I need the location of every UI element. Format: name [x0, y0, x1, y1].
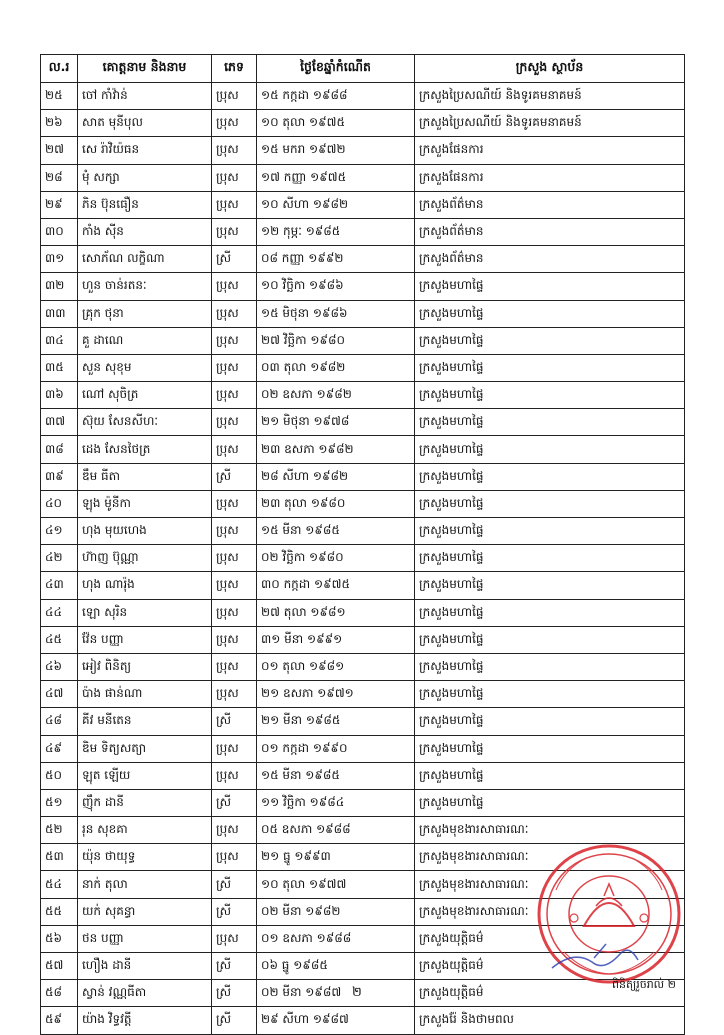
cell-dob: ១១ វិច្ឆិកា ១៩៨៤: [257, 789, 415, 816]
cell-no: ៤២: [41, 545, 78, 572]
cell-name: ហុង ណារ៉ុង: [78, 572, 212, 599]
table-row: [41, 273, 685, 300]
cell-ministry: ក្រសួងមហាផ្ទៃ: [415, 681, 685, 708]
table-row: [41, 572, 685, 599]
cell-name: ចៅ កាំវ៉ាន់: [78, 83, 212, 110]
cell-sex: ប្រុស: [212, 218, 257, 245]
cell-dob: ០២ វិច្ឆិកា ១៩៨០: [257, 545, 415, 572]
cell-ministry: ក្រសួងព័ត៌មាន: [415, 218, 685, 245]
cell-ministry: ក្រសួងផែនការ: [415, 164, 685, 191]
cell-name: សួន សុខុម: [78, 354, 212, 381]
cell-ministry: ក្រសួងមហាផ្ទៃ: [415, 490, 685, 517]
cell-name: ហឿង ដានី: [78, 953, 212, 980]
cell-ministry: ក្រសួងមហាផ្ទៃ: [415, 354, 685, 381]
cell-no: ៥៥: [41, 898, 78, 925]
cell-no: ៤៥: [41, 626, 78, 653]
cell-name: គីវ មនីតេន: [78, 708, 212, 735]
cell-name: ថន បញ្ញា: [78, 925, 212, 952]
cell-dob: ២៧ តុលា ១៩៨១: [257, 599, 415, 626]
cell-sex: ប្រុស: [212, 273, 257, 300]
cell-name: ឡុត ឡើយ: [78, 762, 212, 789]
cell-sex: ប្រុស: [212, 844, 257, 871]
cell-no: ៤៨: [41, 708, 78, 735]
cell-dob: ១២ កុម្ភៈ ១៩៨៥: [257, 218, 415, 245]
cell-no: ៤១: [41, 518, 78, 545]
table-row: [41, 490, 685, 517]
cell-sex: ប្រុស: [212, 490, 257, 517]
cell-dob: ១៥ មីនា ១៩៨៥: [257, 762, 415, 789]
cell-no: ៣៩: [41, 463, 78, 490]
cell-ministry: ក្រសួងប្រៃសណីយ៍ និងទូរគមនាគមន៍: [415, 110, 685, 137]
cell-no: ៥១: [41, 789, 78, 816]
cell-name: ស្វាន់ វណ្ណធីតា: [78, 980, 212, 1007]
cell-ministry: ក្រសួងមហាផ្ទៃ: [415, 545, 685, 572]
table-row: [41, 137, 685, 164]
cell-sex: ប្រុស: [212, 83, 257, 110]
cell-dob: ២១ មីនា ១៩៨៥: [257, 708, 415, 735]
cell-no: ២៥: [41, 83, 78, 110]
cell-sex: ប្រុស: [212, 599, 257, 626]
cell-no: ៥៨: [41, 980, 78, 1007]
cell-no: ៥៩: [41, 1007, 78, 1034]
cell-ministry: ក្រសួងមហាផ្ទៃ: [415, 626, 685, 653]
cell-name: ហុង មុយហេង: [78, 518, 212, 545]
cell-name: ឡុង ម៉ូនីកា: [78, 490, 212, 517]
cell-dob: ១៥ មិថុនា ១៩៨៦: [257, 300, 415, 327]
cell-ministry: ក្រសួងមហាផ្ទៃ: [415, 382, 685, 409]
cell-dob: ១៧ កញ្ញា ១៩៧៥: [257, 164, 415, 191]
cell-ministry: ក្រសួងផែនការ: [415, 137, 685, 164]
cell-no: ៣៣: [41, 300, 78, 327]
cell-dob: ១០ វិច្ឆិកា ១៩៨៦: [257, 273, 415, 300]
cell-ministry: ក្រសួងមហាផ្ទៃ: [415, 518, 685, 545]
cell-name: ញ៉ឹក ដានី: [78, 789, 212, 816]
cell-sex: ប្រុស: [212, 382, 257, 409]
cell-dob: ១០ តុលា ១៩៧៥: [257, 110, 415, 137]
cell-sex: ប្រុស: [212, 626, 257, 653]
cell-sex: ស្រី: [212, 953, 257, 980]
table-row: [41, 545, 685, 572]
cell-name: ហ៊ាញ ប៊ុណ្ណា: [78, 545, 212, 572]
table-row: [41, 110, 685, 137]
cell-name: វ៉ែន បញ្ញា: [78, 626, 212, 653]
cell-dob: ២១ មិថុនា ១៩៧៨: [257, 409, 415, 436]
cell-name: សោភ័ណ លក្ខិណា: [78, 246, 212, 273]
cell-no: ៣២: [41, 273, 78, 300]
cell-ministry: ក្រសួងមហាផ្ទៃ: [415, 789, 685, 816]
cell-dob: ២១ ធ្នូ ១៩៩៣: [257, 844, 415, 871]
cell-ministry: ក្រសួងមហាផ្ទៃ: [415, 708, 685, 735]
cell-ministry: ក្រសួងមហាផ្ទៃ: [415, 599, 685, 626]
cell-no: ៣៤: [41, 327, 78, 354]
cell-sex: ប្រុស: [212, 572, 257, 599]
cell-sex: ប្រុស: [212, 354, 257, 381]
cell-no: ៤៦: [41, 653, 78, 680]
cell-ministry: ក្រសួងមហាផ្ទៃ: [415, 653, 685, 680]
cell-ministry: ក្រសួងមហាផ្ទៃ: [415, 436, 685, 463]
table-row: [41, 409, 685, 436]
cell-name: យ៉ុន ថាយុទ្ធ: [78, 844, 212, 871]
cell-ministry: ក្រសួងមហាផ្ទៃ: [415, 409, 685, 436]
header-name: គោត្តនាម និងនាម: [78, 55, 212, 83]
official-seal-stamp: [534, 840, 684, 988]
initial-note: ពិនិត្យរួចរាល់ ២: [612, 978, 676, 991]
cell-dob: ០៥ ឧសភា ១៩៨៨: [257, 817, 415, 844]
cell-dob: ០៣ តុលា ១៩៨២: [257, 354, 415, 381]
cell-ministry: ក្រសួងមហាផ្ទៃ: [415, 273, 685, 300]
cell-dob: ០៨ កញ្ញា ១៩៩២: [257, 246, 415, 273]
cell-name: ឌឹម ធីតា: [78, 463, 212, 490]
cell-no: ៤៤: [41, 599, 78, 626]
cell-dob: ០១ ឧសភា ១៩៨៨: [257, 925, 415, 952]
cell-name: ស៊ុយ សែនសីហៈ: [78, 409, 212, 436]
table-row: [41, 626, 685, 653]
table-row: [41, 762, 685, 789]
cell-dob: ២១ ឧសភា ១៩៧១: [257, 681, 415, 708]
cell-no: ៥៤: [41, 871, 78, 898]
cell-dob: ០២ មីនា ១៩៨២: [257, 898, 415, 925]
table-row: [41, 246, 685, 273]
table-row: [41, 354, 685, 381]
cell-dob: ២៣ តុលា ១៩៨០: [257, 490, 415, 517]
cell-no: ៣៥: [41, 354, 78, 381]
cell-ministry: ក្រសួងយុត្តិធម៌: [415, 925, 685, 952]
cell-name: ប៉ាង ផាន់ណា: [78, 681, 212, 708]
cell-sex: ស្រី: [212, 980, 257, 1007]
table-row: [41, 735, 685, 762]
cell-dob: ១៥ កក្កដា ១៩៨៨: [257, 83, 415, 110]
cell-name: សេ រ៉ាវិយ៉ធន: [78, 137, 212, 164]
cell-name: យក់ សុគន្ធា: [78, 898, 212, 925]
cell-name: ឡោ សុរិន: [78, 599, 212, 626]
cell-sex: ប្រុស: [212, 817, 257, 844]
header-no: ល.រ: [41, 55, 78, 83]
cell-no: ៥០: [41, 762, 78, 789]
header-dob: ថ្ងៃខែឆ្នាំកំណើត: [257, 55, 415, 83]
cell-no: ៣៨: [41, 436, 78, 463]
header-ministry: ក្រសួង ស្ថាប័ន: [415, 55, 685, 83]
cell-name: ហួន ចាន់រតនៈ: [78, 273, 212, 300]
cell-name: ភិន ប៊ុនធឿន: [78, 191, 212, 218]
cell-sex: ប្រុស: [212, 681, 257, 708]
cell-sex: ស្រី: [212, 708, 257, 735]
cell-no: ២៧: [41, 137, 78, 164]
cell-sex: ស្រី: [212, 898, 257, 925]
table-row: [41, 463, 685, 490]
table-row: [41, 436, 685, 463]
cell-name: អៀវ ពិនិត្យ: [78, 653, 212, 680]
cell-name: ណៅ សុចិត្រ: [78, 382, 212, 409]
cell-no: ៤៧: [41, 681, 78, 708]
cell-dob: ០៦ ធ្នូ ១៩៨៥: [257, 953, 415, 980]
cell-name: ឌិម ទិត្យសត្យា: [78, 735, 212, 762]
cell-name: រុន សុខគា: [78, 817, 212, 844]
cell-sex: ប្រុស: [212, 436, 257, 463]
cell-dob: ១០ សីហា ១៩៨២: [257, 191, 415, 218]
header-sex: ភេទ: [212, 55, 257, 83]
cell-ministry: ក្រសួងព័ត៌មាន: [415, 191, 685, 218]
cell-ministry: ក្រសួងមហាផ្ទៃ: [415, 572, 685, 599]
cell-sex: ស្រី: [212, 1007, 257, 1034]
cell-sex: ប្រុស: [212, 191, 257, 218]
cell-dob: ៣១ មីនា ១៩៩១: [257, 626, 415, 653]
cell-ministry: ក្រសួងប្រៃសណីយ៍ និងទូរគមនាគមន៍: [415, 83, 685, 110]
cell-sex: ប្រុស: [212, 110, 257, 137]
cell-sex: ប្រុស: [212, 518, 257, 545]
cell-no: ៤៣: [41, 572, 78, 599]
cell-ministry: ក្រសួងយុត្តិធម៌: [415, 980, 685, 1007]
cell-dob: ១០ តុលា ១៩៧៧: [257, 871, 415, 898]
cell-dob: ១៥ មីនា ១៩៨៥: [257, 518, 415, 545]
cell-dob: ០២ ឧសភា ១៩៨២: [257, 382, 415, 409]
cell-ministry: ក្រសួងមុខងារសាធារណៈ: [415, 844, 685, 871]
table-row: [41, 653, 685, 680]
cell-name: មុំ សក្សា: [78, 164, 212, 191]
cell-no: ៣៦: [41, 382, 78, 409]
table-row: [41, 1007, 685, 1034]
cell-name: គួ ដាណេ: [78, 327, 212, 354]
cell-dob: ២៣ ឧសភា ១៩៨២: [257, 436, 415, 463]
cell-ministry: ក្រសួងមុខងារសាធារណៈ: [415, 871, 685, 898]
cell-ministry: ក្រសួងមហាផ្ទៃ: [415, 735, 685, 762]
cell-ministry: ក្រសួងយុត្តិធម៌: [415, 953, 685, 980]
cell-name: នាក់ តុលា: [78, 871, 212, 898]
cell-dob: ០២ មីនា ១៩៨៧: [257, 980, 415, 1007]
cell-sex: ប្រុស: [212, 300, 257, 327]
cell-dob: ៣០ កក្កដា ១៩៧៥: [257, 572, 415, 599]
table-row: [41, 327, 685, 354]
cell-name: សាត មុនីបុល: [78, 110, 212, 137]
cell-sex: ប្រុស: [212, 164, 257, 191]
cell-sex: ប្រុស: [212, 762, 257, 789]
cell-sex: ប្រុស: [212, 409, 257, 436]
cell-ministry: ក្រសួងមហាផ្ទៃ: [415, 327, 685, 354]
cell-no: ២៦: [41, 110, 78, 137]
cell-dob: ១៥ មករា ១៩៧២: [257, 137, 415, 164]
cell-no: ៤៩: [41, 735, 78, 762]
cell-name: ដេង សែនថៃត្រ: [78, 436, 212, 463]
cell-dob: ២៩ សីហា ១៩៨៧: [257, 1007, 415, 1034]
cell-dob: ០១ កក្កដា ១៩៩០: [257, 735, 415, 762]
cell-dob: ២៨ សីហា ១៩៨២: [257, 463, 415, 490]
cell-ministry: ក្រសួងមហាផ្ទៃ: [415, 762, 685, 789]
header-row: [41, 55, 685, 83]
table-row: [41, 518, 685, 545]
roster-header: [41, 55, 685, 83]
cell-name: កាំង ស៊ីន: [78, 218, 212, 245]
cell-no: ៥៣: [41, 844, 78, 871]
cell-sex: ស្រី: [212, 789, 257, 816]
cell-sex: ប្រុស: [212, 545, 257, 572]
cell-sex: ប្រុស: [212, 925, 257, 952]
cell-ministry: ក្រសួងមហាផ្ទៃ: [415, 300, 685, 327]
table-row: [41, 164, 685, 191]
cell-no: ៤០: [41, 490, 78, 517]
cell-ministry: ក្រសួងមហាផ្ទៃ: [415, 463, 685, 490]
cell-sex: ស្រី: [212, 463, 257, 490]
cell-sex: ស្រី: [212, 871, 257, 898]
cell-no: ៣០: [41, 218, 78, 245]
cell-dob: ០១ តុលា ១៩៨១: [257, 653, 415, 680]
cell-no: ២៨: [41, 164, 78, 191]
cell-ministry: ក្រសួងរ៉ែ និងថាមពល: [415, 1007, 685, 1034]
cell-dob: ២៧ វិច្ឆិកា ១៩៨០: [257, 327, 415, 354]
table-row: [41, 599, 685, 626]
cell-sex: ប្រុស: [212, 653, 257, 680]
cell-sex: ស្រី: [212, 246, 257, 273]
cell-ministry: ក្រសួងមុខងារសាធារណៈ: [415, 817, 685, 844]
cell-sex: ប្រុស: [212, 137, 257, 164]
cell-ministry: ក្រសួងព័ត៌មាន: [415, 246, 685, 273]
table-row: [41, 300, 685, 327]
cell-ministry: ក្រសួងមុខងារសាធារណៈ: [415, 898, 685, 925]
cell-no: ២៩: [41, 191, 78, 218]
table-row: [41, 789, 685, 816]
cell-sex: ប្រុស: [212, 327, 257, 354]
table-row: [41, 218, 685, 245]
cell-no: ៣១: [41, 246, 78, 273]
cell-no: ៥៦: [41, 925, 78, 952]
cell-name: គ្រុក ថុនា: [78, 300, 212, 327]
cell-sex: ប្រុស: [212, 735, 257, 762]
table-row: [41, 191, 685, 218]
cell-no: ៥២: [41, 817, 78, 844]
table-row: [41, 83, 685, 110]
cell-name: យ៉ាង វិទ្ធវត្តី: [78, 1007, 212, 1034]
cell-no: ៥៧: [41, 953, 78, 980]
cell-no: ៣៧: [41, 409, 78, 436]
page-number: ២: [352, 985, 362, 1000]
table-row: [41, 708, 685, 735]
table-row: [41, 382, 685, 409]
table-row: [41, 681, 685, 708]
